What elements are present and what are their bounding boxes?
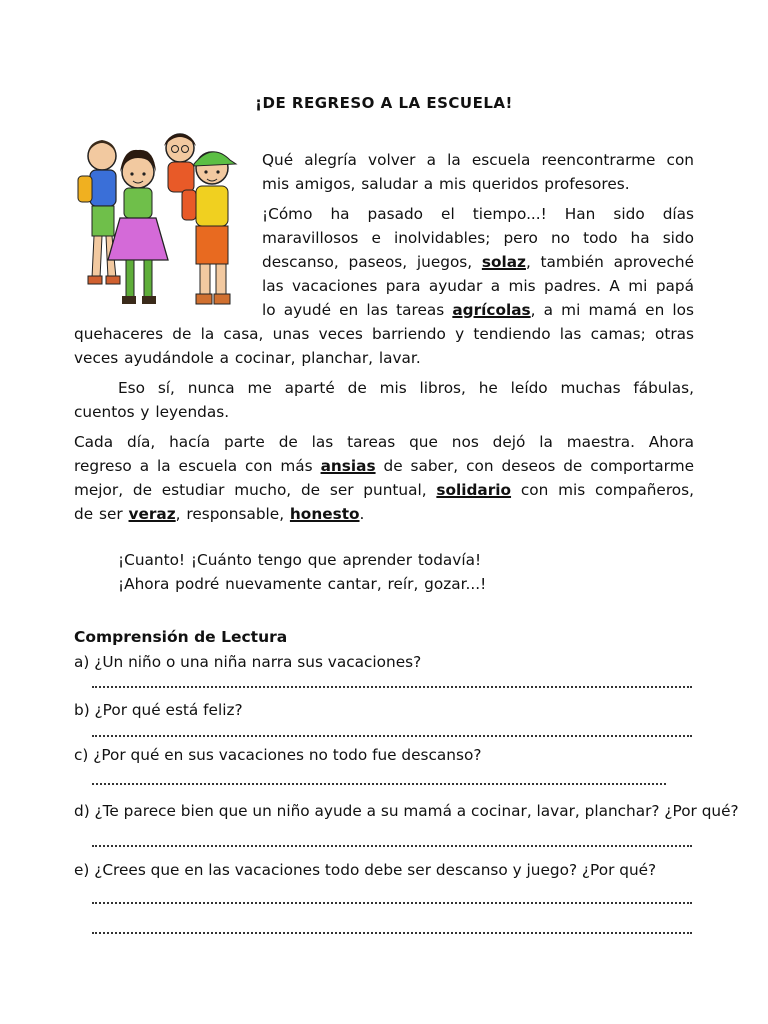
paragraph-3 [74, 376, 694, 424]
answer-line-b[interactable] [92, 735, 692, 737]
paragraph-4-line: mejor, de estudiar mucho, de ser puntual, solidario con mis compañeros, [74, 481, 694, 499]
paragraph-4-line: de ser veraz, responsable, honesto. [74, 505, 365, 523]
comprehension-title: Comprensión de Lectura [74, 628, 288, 646]
paragraph-4-line: regreso a la escuela con más ansias de saber, con deseos de comportarme [74, 457, 695, 475]
paragraph-2 [262, 202, 694, 322]
keyword-solaz: solaz [481, 253, 526, 271]
paragraph-4 [74, 430, 694, 526]
keyword-solidario: solidario [436, 481, 512, 499]
answer-line-e1[interactable] [92, 902, 692, 904]
paragraph-2-line: las vacaciones para ayudar a mis padres. A mi papá [262, 277, 694, 295]
paragraph-2-line: descanso, paseos, juegos, solaz, también aproveché [262, 253, 694, 271]
keyword-agricolas: agrícolas [452, 301, 531, 319]
question-c: c) ¿Por qué en sus vacaciones no todo fue descanso? [74, 746, 482, 764]
paragraph-2-continued [74, 322, 694, 370]
closing-line: ¡Ahora podré nuevamente cantar, reír, gozar...! [118, 575, 487, 593]
question-d: d) ¿Te parece bien que un niño ayude a su mamá a cocinar, lavar, planchar? ¿Por qué? [74, 802, 739, 820]
closing-exclamations [118, 548, 678, 596]
question-e: e) ¿Crees que en las vacaciones todo debe ser descanso y juego? ¿Por qué? [74, 861, 657, 879]
paragraph-3-line: Eso sí, nunca me aparté de mis libros, he leído muchas fábulas, [118, 379, 694, 397]
keyword-ansias: ansias [320, 457, 376, 475]
answer-line-c[interactable] [92, 783, 666, 785]
paragraph-4-line: Cada día, hacía parte de las tareas que nos dejó la maestra. Ahora [74, 433, 694, 451]
answer-line-e2[interactable] [92, 932, 692, 934]
paragraph-2-line: maravillosos e inolvidables; pero no todo ha sido [262, 229, 694, 247]
paragraph-3-line: cuentos y leyendas. [74, 403, 230, 421]
answer-line-a[interactable] [92, 686, 692, 688]
closing-line: ¡Cuanto! ¡Cuánto tengo que aprender todavía! [118, 551, 482, 569]
question-b: b) ¿Por qué está feliz? [74, 701, 243, 719]
answer-line-d[interactable] [92, 845, 692, 847]
keyword-veraz: veraz [128, 505, 176, 523]
paragraph-1-line: mis amigos, saludar a mis queridos profesores. [262, 175, 630, 193]
paragraph-2-line: ¡Cómo ha pasado el tiempo...! Han sido días [262, 205, 694, 223]
paragraph-2-line: veces ayudándole a cocinar, planchar, lavar. [74, 349, 421, 367]
children-walking-to-school-drawing [64, 128, 254, 318]
paragraph-2-line: lo ayudé en las tareas agrícolas, a mi mamá en los [262, 301, 694, 319]
paragraph-2-line: quehaceres de la casa, unas veces barriendo y tendiendo las camas; otras [74, 325, 694, 343]
paragraph-1 [262, 148, 694, 196]
keyword-honesto: honesto [289, 505, 360, 523]
page-title: ¡DE REGRESO A LA ESCUELA! [255, 94, 513, 112]
question-a: a) ¿Un niño o una niña narra sus vacaciones? [74, 653, 422, 671]
paragraph-1-line: Qué alegría volver a la escuela reencontrarme con [262, 151, 694, 169]
